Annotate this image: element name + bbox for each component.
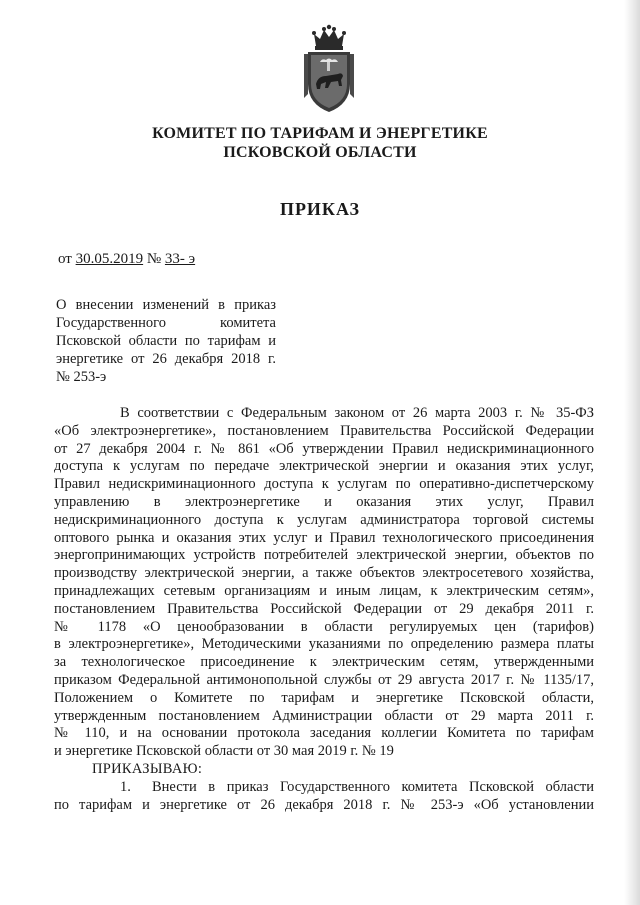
preamble-line: № 1178 «О ценообразовании в области регулируемых цен (тарифов): [54, 618, 594, 635]
preamble-line: оптового рынка и оказания этих услуг и Правил технологического присоединения: [54, 529, 594, 546]
subject-line: О внесении изменений в приказ: [56, 297, 276, 313]
date-prefix: от: [58, 251, 76, 267]
preamble-line: управлению в электроэнергетике и оказания этих услуг, Правил: [54, 493, 594, 510]
order-subject: [56, 296, 276, 386]
organization-line: ПСКОВСКОЙ ОБЛАСТИ: [223, 144, 417, 161]
item-1-line: по тарифам и энергетике от 26 декабря 2018 г. № 253-э «Об установлении: [54, 796, 594, 813]
order-verb: ПРИКАЗЫВАЮ:: [92, 760, 203, 777]
order-body: [54, 405, 594, 814]
item-text: Внести в приказ Государственного комитета Псковской области: [152, 778, 594, 795]
item-number: 1.: [120, 778, 131, 795]
coat-of-arms-icon: [298, 24, 360, 114]
order-date: 30.05.2019: [75, 251, 144, 267]
date-line: [58, 251, 195, 268]
preamble-line: В соответствии с Федеральным законом от 26 марта 2003 г. № 35-ФЗ: [120, 405, 594, 421]
number-label: №: [143, 251, 165, 267]
preamble-line: доступа к услугам по передаче электрической энергии и оказания этих услуг,: [54, 458, 594, 475]
preamble-line: № 110, и на основании протокола заседания коллегии Комитета по тарифам: [54, 725, 594, 742]
subject-line: Государственного комитета: [56, 315, 276, 331]
document-type: ПРИКАЗ: [279, 199, 361, 219]
preamble-line: за технологическое присоединение к электрическим сетям, утвержденными: [54, 654, 594, 671]
subject-line: Псковской области по тарифам и: [56, 333, 276, 349]
organization-line: КОМИТЕТ ПО ТАРИФАМ И ЭНЕРГЕТИКЕ: [152, 125, 488, 142]
order-number: 33- э: [164, 251, 196, 267]
preamble-line: в электроэнергетике», Методическими указаниями по определению размера платы: [54, 636, 594, 653]
subject-line: № 253-э: [56, 369, 107, 385]
preamble-line: и энергетике Псковской области от 30 мая 2019 г. № 19: [54, 743, 394, 760]
preamble-line: производству электрической энергии, а также объектов электросетевого хозяйства,: [54, 565, 594, 582]
organization-name: [0, 124, 640, 162]
preamble-line: Положением о Комитете по тарифам и энергетике Псковской области,: [54, 689, 594, 706]
subject-line: энергетике от 26 декабря 2018 г.: [56, 351, 276, 367]
preamble-line: энергопринимающих устройств потребителей электрической энергии, объектов по: [54, 547, 594, 564]
preamble-line: постановлением Правительства Российской Федерации от 29 декабря 2011 г.: [54, 600, 594, 617]
item-1-first-line: [54, 779, 594, 797]
preamble-line: от 27 декабря 2004 г. № 861 «Об утверждении Правил недискриминационного: [54, 440, 594, 457]
preamble-line: «Об электроэнергетике», постановлением Правительства Российской Федерации: [54, 422, 594, 439]
preamble-line: Правил недискриминационного доступа к услугам по оперативно-диспетчерскому: [54, 476, 594, 493]
preamble-line: приказом Федеральной антимонопольной службы от 29 августа 2017 г. № 1135/17,: [54, 671, 594, 688]
preamble-line: недискриминационного доступа к услугам администратора торговой системы: [54, 511, 594, 528]
preamble-line: утвержденным постановлением Администрации области от 29 марта 2011 г.: [54, 707, 594, 724]
preamble-line: принадлежащих сетевым организациям и иным лицам, к электрическим сетям»,: [54, 582, 594, 599]
